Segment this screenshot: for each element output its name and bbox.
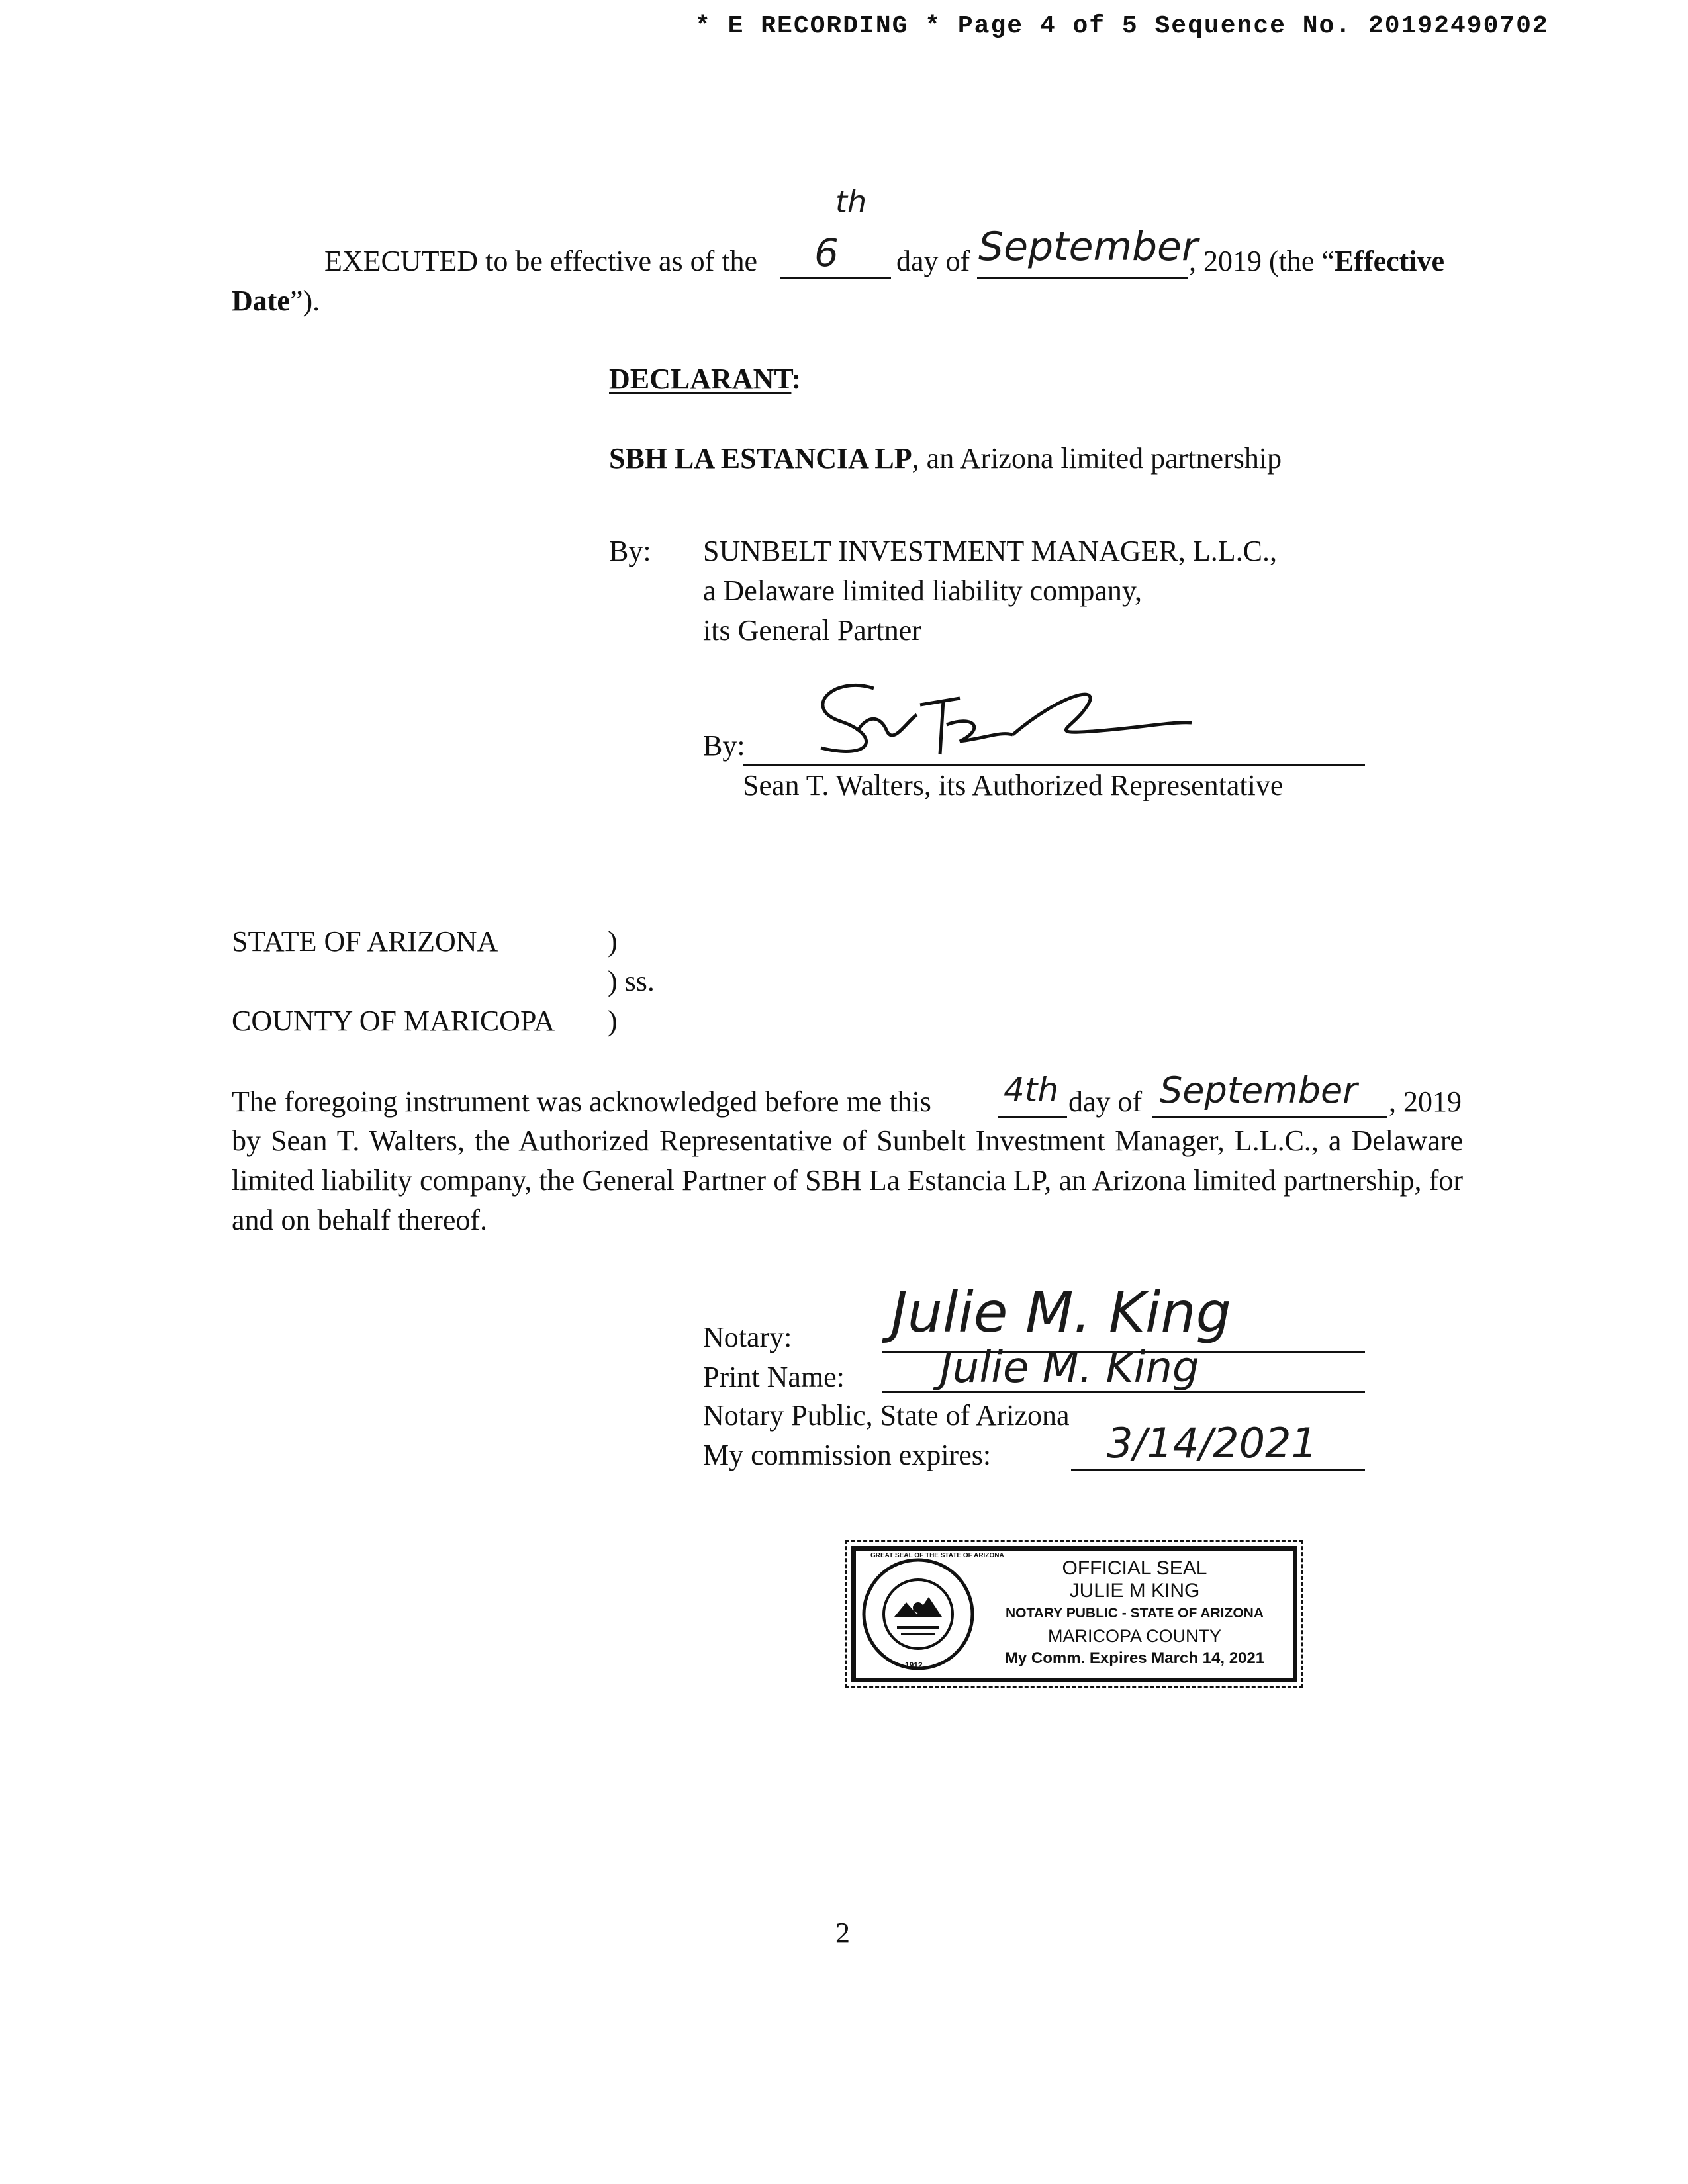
signature-by-label: By: — [703, 729, 745, 762]
seal-emblem-ring-text: GREAT SEAL OF THE STATE OF ARIZONA — [870, 1552, 1004, 1559]
seal-line-official: OFFICIAL SEAL — [1062, 1557, 1207, 1579]
ack-month-handwritten: September — [1160, 1069, 1358, 1111]
notary-label: Notary: — [703, 1321, 792, 1353]
venue-ss: ) ss. — [608, 965, 655, 997]
execution-day-of: day of — [896, 245, 970, 277]
venue-state: STATE OF ARIZONA — [232, 925, 498, 958]
seal-text-block — [986, 1557, 1284, 1670]
ack-day-of: day of — [1068, 1085, 1143, 1118]
execution-day-suffix-handwritten: th — [835, 184, 867, 220]
declarant-entity: SBH LA ESTANCIA LP, an Arizona limited partnership — [609, 442, 1282, 475]
manager-description: a Delaware limited liability company, — [703, 574, 1143, 607]
signer-caption: Sean T. Walters, its Authorized Representative — [743, 769, 1284, 801]
commission-expires-handwritten: 3/14/2021 — [1107, 1419, 1317, 1467]
seal-line-expiry: My Comm. Expires March 14, 2021 — [1004, 1649, 1265, 1667]
execution-month-handwritten: September — [978, 224, 1198, 270]
ack-text-start: The foregoing instrument was acknowledged before me this — [232, 1085, 931, 1118]
seal-line-name: JULIE M KING — [1069, 1580, 1200, 1602]
execution-effective-date-term: Date”). — [232, 285, 320, 317]
ack-day-handwritten: 4th — [1004, 1071, 1059, 1109]
execution-day-handwritten: 6 — [814, 230, 839, 275]
declarant-signature — [794, 668, 1218, 768]
execution-text-start: EXECUTED to be effective as of the — [324, 245, 758, 277]
seal-line-county: MARICOPA COUNTY — [1047, 1626, 1222, 1646]
recording-header: * E RECORDING * Page 4 of 5 Sequence No. 20192490702 — [695, 12, 1549, 40]
declarant-heading: DECLARANT: — [609, 363, 802, 395]
manager-role: its General Partner — [703, 614, 921, 647]
manager-name: SUNBELT INVESTMENT MANAGER, L.L.C., — [703, 535, 1278, 567]
seal-line-title: NOTARY PUBLIC - STATE OF ARIZONA — [1005, 1606, 1264, 1621]
ack-year: , 2019 — [1389, 1085, 1462, 1118]
notary-public-line: Notary Public, State of Arizona — [703, 1399, 1070, 1432]
arizona-seal-emblem-icon — [860, 1556, 976, 1672]
page-number: 2 — [835, 1917, 850, 1949]
venue-county: COUNTY OF MARICOPA — [232, 1005, 555, 1037]
venue-paren-3: ) — [608, 1005, 618, 1037]
print-name-label: Print Name: — [703, 1361, 845, 1393]
official-seal-stamp — [851, 1546, 1297, 1682]
print-name-handwritten: Julie M. King — [940, 1343, 1199, 1392]
venue-paren-1: ) — [608, 925, 618, 958]
execution-year: , 2019 (the “Effective — [1189, 245, 1445, 277]
seal-emblem-year: 1912 — [905, 1661, 923, 1670]
notary-signature: Julie M. King — [891, 1280, 1231, 1345]
commission-expires-label: My commission expires: — [703, 1439, 992, 1471]
ack-body: by Sean T. Walters, the Authorized Representative of Sunbelt Investment Manager, L.L.C., a Delaware limited liability company, the General Partner of SBH La Estancia LP, an Arizona limited partnership, for and on behalf thereof. — [232, 1124, 1463, 1236]
declarant-by-label: By: — [609, 535, 651, 567]
